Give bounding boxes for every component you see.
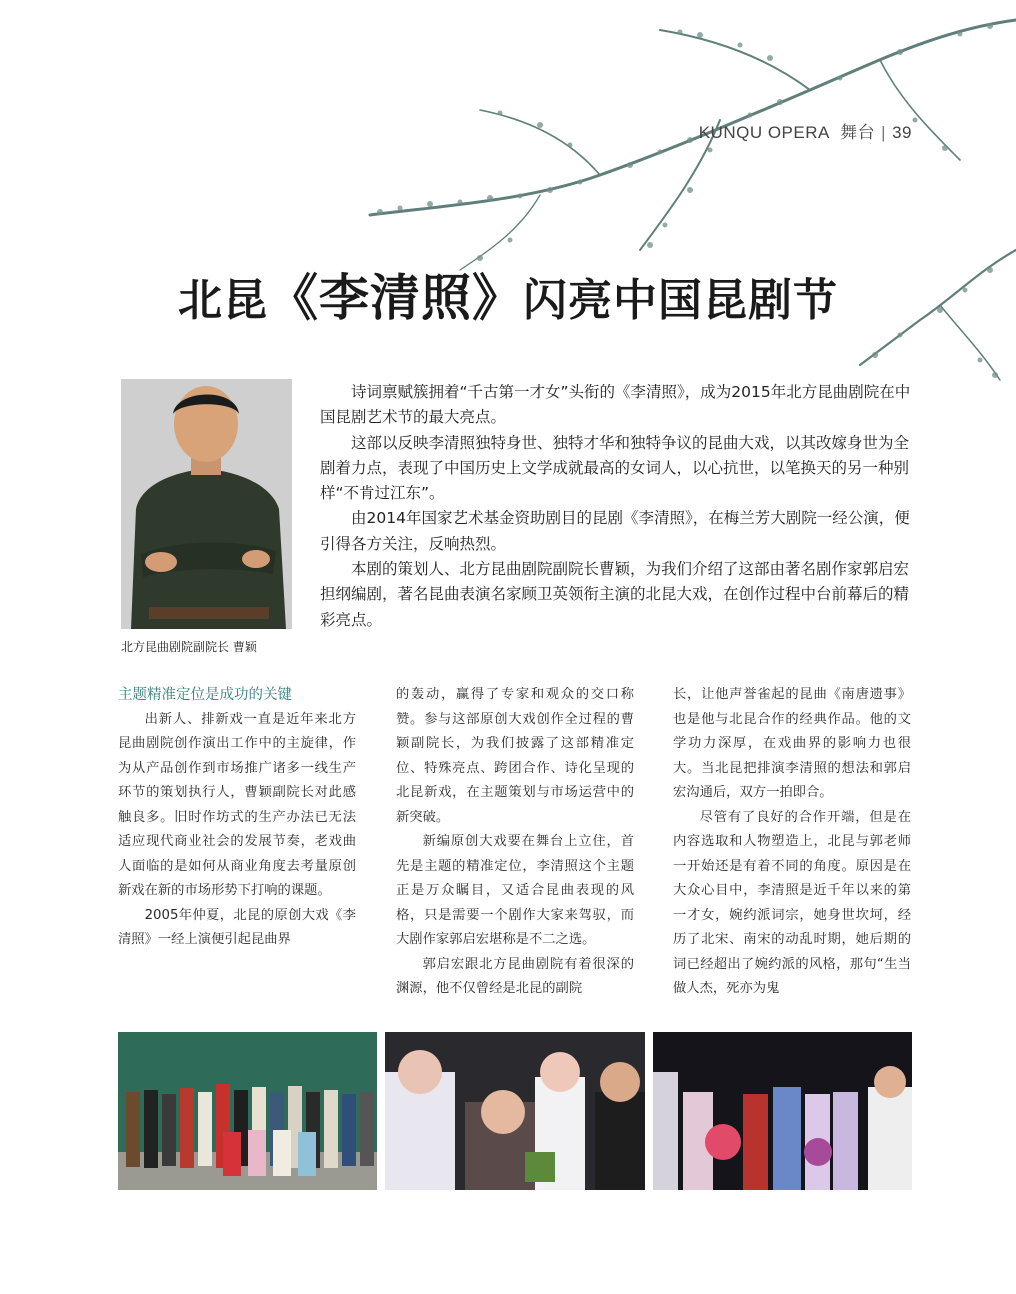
title-suffix: 闪亮中国昆剧节: [523, 275, 838, 326]
curtain-call-photo: [653, 1032, 912, 1190]
body-paragraph: 长，让他声誉雀起的昆曲《南唐遗事》也是他与北昆合作的经典作品。他的文学功力深厚，在戏曲界的影响力也很大。当北昆把排演李清照的想法和郭启宏沟通后，双方一拍即合。: [673, 687, 911, 800]
stage-group-photo: [118, 1032, 377, 1190]
body-paragraph: 新编原创大戏要在舞台上立住，首先是主题的精准定位，李清照这个主题正是万众瞩目，又适合昆曲表现的风格，只是需要一个剧作大家来驾驭，而大剧作家郭启宏堪称是不二之选。: [396, 834, 634, 947]
article-title: 北昆《李清照》闪亮中国昆剧节: [178, 268, 838, 327]
title-prefix: 北昆: [178, 275, 268, 326]
article-column-3: [673, 683, 911, 1002]
intro-paragraph: 本剧的策划人、北方昆曲剧院副院长曹颖，为我们介绍了这部由著名剧作家郭启宏担纲编剧，著名昆曲表演名家顾卫英领衔主演的北昆大戏，在创作过程中台前幕后的精彩亮点。: [320, 560, 910, 629]
title-play-name: 李清照: [319, 268, 472, 327]
intro-paragraph: 这部以反映李清照独特身世、独特才华和独特争议的昆曲大戏，以其改嫁身世为全剧着力点，表现了中国历史上文学成就最高的女词人，以心抗世，以笔换天的另一种别样“不肯过江东”。: [320, 433, 910, 503]
intro-paragraph: 诗词禀赋簇拥着“千古第一才女”头衔的《李清照》，成为2015年北方昆曲剧院在中国昆剧艺术节的最大亮点。: [320, 383, 911, 427]
article-column-2: [396, 683, 634, 1002]
body-paragraph: 郭启宏跟北方昆曲剧院有着很深的渊源，他不仅曾经是北昆的副院: [396, 956, 634, 996]
backstage-photo: [385, 1032, 645, 1190]
magazine-name: KUNQU OPERA: [698, 123, 829, 142]
intro-block: [320, 380, 912, 633]
body-paragraph: 的轰动，赢得了专家和观众的交口称赞。参与这部原创大戏创作全过程的曹颖副院长，为我们披露了这部精准定位、特殊亮点、跨团合作、诗化呈现的北昆新戏，在主题策划与市场运营中的新突破。: [396, 687, 634, 825]
section-name: 舞台: [840, 123, 876, 142]
body-paragraph: 出新人、排新戏一直是近年来北方昆曲剧院创作演出工作中的主旋律，作为从产品创作到市场推广诸多一线生产环节的策划执行人，曹颖副院长对此感触良多。旧时作坊式的生产办法已无法适应现代商业社会的发展节奏，老戏曲人面临的是如何从商业角度去考量原创新戏在新的市场形势下打响的课题。: [118, 711, 356, 898]
body-paragraph: 尽管有了良好的合作开端，但是在内容选取和人物塑造上，北昆与郭老师一开始还是有着不同的角度。原因是在大众心目中，李清照是近千年以来的第一才女，婉约派词宗，她身世坎坷，经历了北宋、南宋的动乱时期，她后期的词已经超出了婉约派的风格，那句“生当做人杰，死亦为鬼: [673, 809, 911, 996]
plum-blossom-illustration: [340, 0, 1016, 390]
page-header: KUNQU OPERA 舞台 | 39: [698, 123, 912, 142]
section-heading: 主题精准定位是成功的关键: [118, 687, 292, 703]
body-paragraph: 2005年仲夏，北昆的原创大戏《李清照》一经上演便引起昆曲界: [118, 907, 356, 947]
portrait-photo: [121, 379, 292, 629]
portrait-caption: 北方昆曲剧院副院长 曹颖: [121, 640, 257, 654]
intro-paragraph: 由2014年国家艺术基金资助剧目的昆剧《李清照》，在梅兰芳大剧院一经公演，便引得各方关注，反响热烈。: [320, 509, 910, 553]
page-number: 39: [892, 123, 912, 142]
article-column-1: [118, 683, 356, 953]
